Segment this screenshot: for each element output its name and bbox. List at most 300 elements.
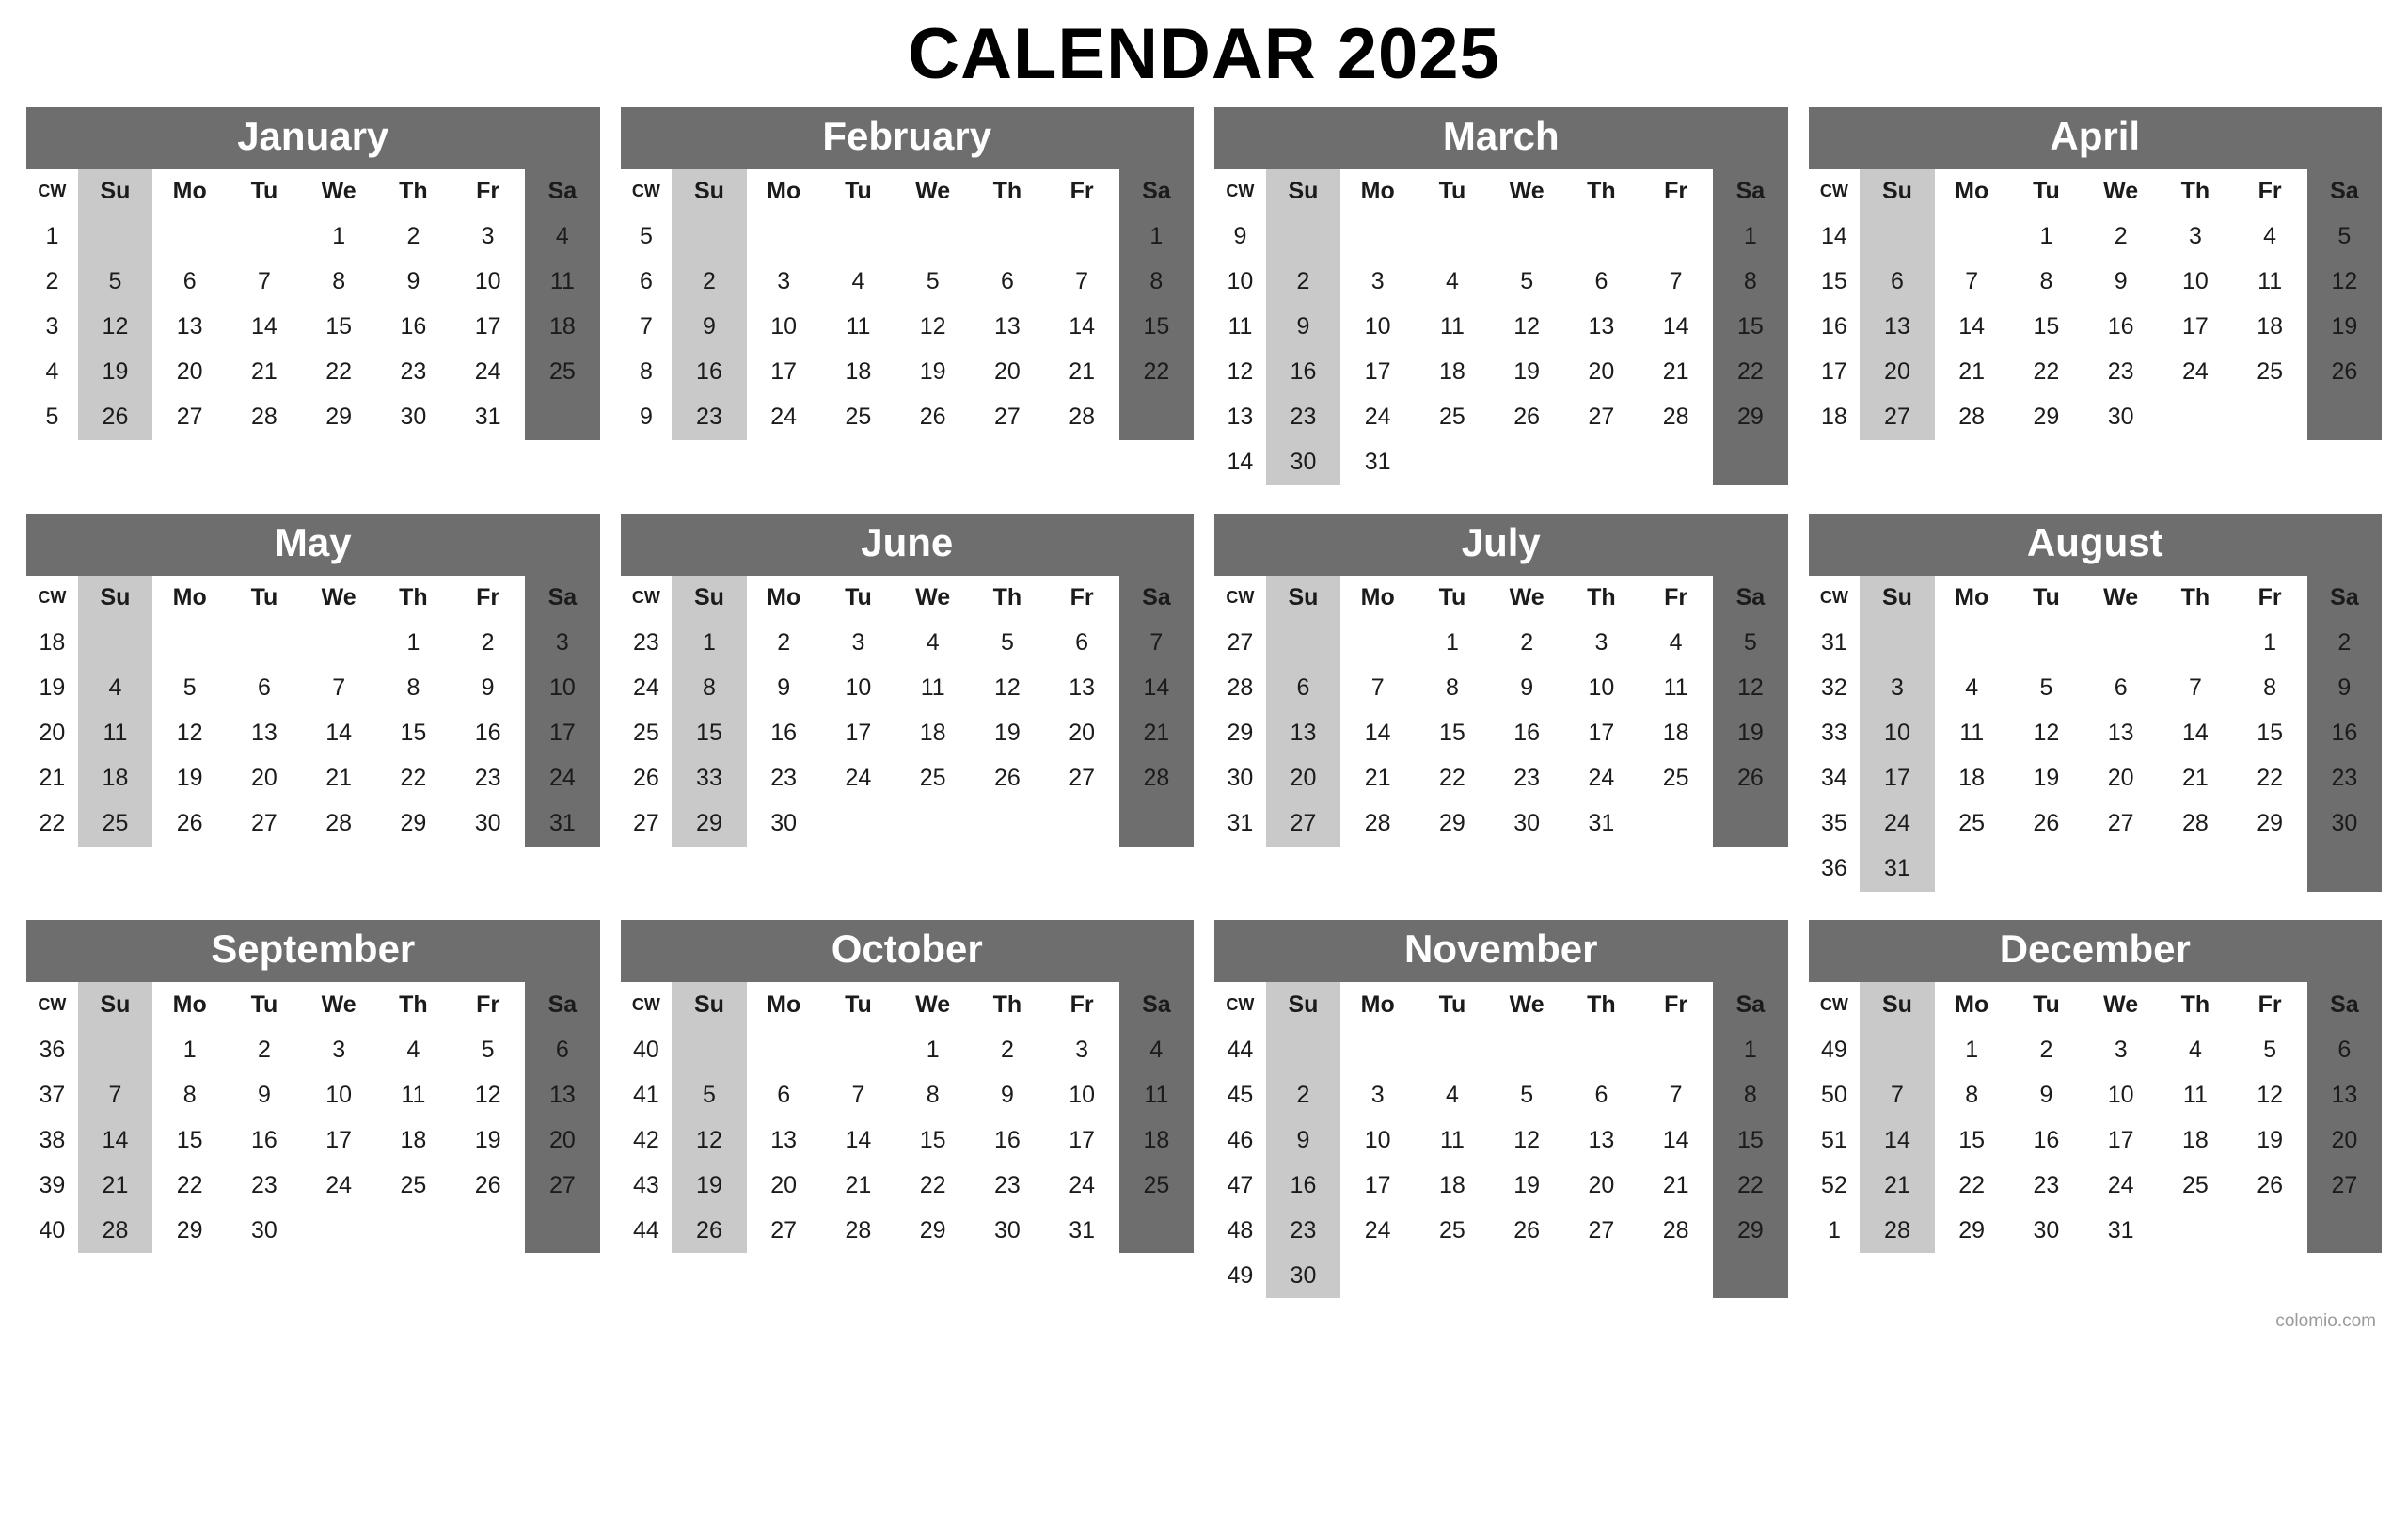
day-cell[interactable]: 14	[325, 720, 353, 747]
day-cell-sunday[interactable]: 15	[672, 711, 746, 756]
day-cell[interactable]: 5	[1520, 268, 1534, 295]
day-cell[interactable]: 2	[2039, 1036, 2053, 1063]
day-cell-sunday[interactable]: 27	[1860, 395, 1934, 440]
day-cell-sunday[interactable]: 25	[78, 801, 152, 847]
day-cell[interactable]: 20	[2107, 765, 2134, 792]
day-cell-saturday[interactable]: 11	[1119, 1072, 1194, 1117]
day-cell[interactable]: 10	[1364, 1126, 1391, 1153]
day-cell-saturday[interactable]	[1119, 801, 1194, 847]
day-cell[interactable]: 4	[1965, 674, 1979, 702]
day-cell-saturday[interactable]: 4	[525, 214, 599, 260]
day-cell[interactable]: 14	[1958, 313, 1986, 341]
day-cell-sunday[interactable]: 26	[78, 395, 152, 440]
day-cell[interactable]: 25	[400, 1171, 427, 1198]
day-cell[interactable]: 27	[770, 1216, 798, 1244]
day-cell[interactable]: 14	[2181, 720, 2209, 747]
day-cell[interactable]	[1935, 621, 2009, 666]
day-cell-saturday[interactable]: 25	[1119, 1163, 1194, 1208]
day-cell[interactable]: 20	[1069, 720, 1096, 747]
day-cell[interactable]: 5	[481, 1036, 495, 1063]
day-cell-saturday[interactable]: 18	[1119, 1117, 1194, 1163]
day-cell[interactable]	[152, 214, 227, 260]
day-cell-sunday[interactable]	[78, 621, 152, 666]
day-cell-sunday[interactable]: 23	[1266, 395, 1340, 440]
day-cell[interactable]: 27	[993, 404, 1021, 431]
day-cell[interactable]: 24	[2181, 358, 2209, 386]
day-cell[interactable]	[2083, 621, 2158, 666]
day-cell-saturday[interactable]: 26	[2307, 350, 2382, 395]
day-cell[interactable]: 16	[1513, 720, 1541, 747]
day-cell-saturday[interactable]: 14	[1119, 666, 1194, 711]
day-cell[interactable]: 12	[2257, 1081, 2284, 1108]
day-cell[interactable]	[2158, 847, 2232, 892]
day-cell[interactable]: 8	[332, 268, 346, 295]
day-cell[interactable]: 24	[474, 358, 501, 386]
day-cell[interactable]: 18	[1662, 720, 1689, 747]
day-cell[interactable]: 1	[332, 223, 346, 250]
day-cell[interactable]	[1045, 801, 1119, 847]
day-cell[interactable]: 5	[1000, 629, 1014, 657]
day-cell[interactable]: 4	[1445, 1081, 1459, 1108]
day-cell[interactable]: 30	[993, 1216, 1021, 1244]
day-cell[interactable]: 10	[2181, 268, 2209, 295]
day-cell[interactable]	[451, 1208, 525, 1253]
day-cell-saturday[interactable]: 5	[2307, 214, 2382, 260]
day-cell[interactable]: 27	[1069, 765, 1096, 792]
day-cell[interactable]: 28	[1364, 810, 1391, 837]
day-cell-sunday[interactable]	[1266, 214, 1340, 260]
day-cell-saturday[interactable]: 13	[525, 1072, 599, 1117]
day-cell-saturday[interactable]: 4	[1119, 1027, 1194, 1072]
day-cell-sunday[interactable]	[1860, 214, 1934, 260]
day-cell[interactable]	[1490, 440, 1564, 485]
day-cell[interactable]: 23	[251, 1171, 277, 1198]
day-cell[interactable]: 1	[2039, 223, 2053, 250]
day-cell[interactable]: 29	[2033, 404, 2060, 431]
day-cell[interactable]: 6	[257, 674, 271, 702]
day-cell[interactable]: 10	[1069, 1081, 1096, 1108]
day-cell-sunday[interactable]: 6	[1266, 666, 1340, 711]
day-cell[interactable]: 28	[251, 404, 277, 431]
day-cell[interactable]: 16	[770, 720, 798, 747]
day-cell[interactable]: 19	[1513, 358, 1541, 386]
day-cell-saturday[interactable]: 22	[1713, 1163, 1787, 1208]
day-cell[interactable]: 14	[1662, 313, 1689, 341]
day-cell[interactable]: 26	[2033, 810, 2060, 837]
day-cell-sunday[interactable]: 14	[78, 1117, 152, 1163]
day-cell[interactable]: 24	[770, 404, 798, 431]
day-cell-sunday[interactable]: 9	[1266, 1117, 1340, 1163]
day-cell[interactable]	[970, 214, 1044, 260]
day-cell[interactable]: 29	[1958, 1216, 1986, 1244]
day-cell[interactable]: 1	[406, 629, 420, 657]
day-cell[interactable]	[747, 1027, 821, 1072]
day-cell[interactable]: 24	[1364, 1216, 1391, 1244]
day-cell[interactable]: 19	[919, 358, 946, 386]
day-cell[interactable]: 26	[2257, 1171, 2284, 1198]
day-cell[interactable]: 1	[2263, 629, 2277, 657]
day-cell-sunday[interactable]: 19	[672, 1163, 746, 1208]
day-cell[interactable]	[1415, 1027, 1489, 1072]
day-cell-sunday[interactable]: 29	[672, 801, 746, 847]
day-cell[interactable]	[1564, 1027, 1639, 1072]
day-cell[interactable]: 17	[770, 358, 798, 386]
day-cell[interactable]: 15	[400, 720, 427, 747]
day-cell[interactable]: 25	[2257, 358, 2284, 386]
day-cell-saturday[interactable]: 22	[1119, 350, 1194, 395]
day-cell-sunday[interactable]: 18	[78, 756, 152, 801]
day-cell[interactable]: 23	[474, 765, 501, 792]
day-cell[interactable]: 30	[2107, 404, 2134, 431]
day-cell-saturday[interactable]	[1713, 1253, 1787, 1298]
day-cell[interactable]: 29	[400, 810, 427, 837]
day-cell[interactable]: 23	[2107, 358, 2134, 386]
day-cell[interactable]: 16	[2033, 1126, 2060, 1153]
day-cell[interactable]	[1639, 214, 1713, 260]
day-cell-sunday[interactable]: 17	[1860, 756, 1934, 801]
day-cell-saturday[interactable]: 19	[2307, 305, 2382, 350]
day-cell[interactable]: 29	[1439, 810, 1465, 837]
day-cell[interactable]: 12	[1513, 313, 1541, 341]
day-cell[interactable]: 2	[2114, 223, 2128, 250]
day-cell-sunday[interactable]: 20	[1860, 350, 1934, 395]
day-cell[interactable]: 21	[2181, 765, 2209, 792]
day-cell[interactable]: 28	[1069, 404, 1096, 431]
day-cell[interactable]: 9	[777, 674, 791, 702]
day-cell[interactable]: 21	[1958, 358, 1986, 386]
day-cell-saturday[interactable]	[2307, 847, 2382, 892]
day-cell[interactable]: 13	[176, 313, 203, 341]
day-cell[interactable]: 15	[176, 1126, 203, 1153]
day-cell-sunday[interactable]: 2	[1266, 260, 1340, 305]
day-cell-saturday[interactable]: 17	[525, 711, 599, 756]
day-cell[interactable]: 25	[1439, 1216, 1465, 1244]
day-cell-saturday[interactable]: 7	[1119, 621, 1194, 666]
day-cell[interactable]	[1415, 440, 1489, 485]
day-cell-saturday[interactable]: 21	[1119, 711, 1194, 756]
day-cell[interactable]: 15	[1958, 1126, 1986, 1153]
day-cell[interactable]: 25	[1662, 765, 1689, 792]
day-cell[interactable]: 19	[1513, 1171, 1541, 1198]
day-cell-sunday[interactable]: 26	[672, 1208, 746, 1253]
day-cell[interactable]	[1639, 1027, 1713, 1072]
day-cell[interactable]: 4	[1669, 629, 1683, 657]
day-cell-sunday[interactable]	[672, 214, 746, 260]
day-cell-saturday[interactable]: 23	[2307, 756, 2382, 801]
day-cell[interactable]: 20	[1588, 358, 1615, 386]
day-cell[interactable]	[747, 214, 821, 260]
day-cell[interactable]: 12	[474, 1081, 501, 1108]
day-cell-sunday[interactable]: 3	[1860, 666, 1934, 711]
day-cell-sunday[interactable]	[672, 1027, 746, 1072]
day-cell-saturday[interactable]	[1713, 440, 1787, 485]
day-cell[interactable]: 16	[251, 1126, 277, 1153]
day-cell[interactable]: 7	[257, 268, 271, 295]
day-cell[interactable]: 22	[2033, 358, 2060, 386]
day-cell[interactable]: 2	[257, 1036, 271, 1063]
day-cell[interactable]: 9	[257, 1081, 271, 1108]
day-cell[interactable]	[1490, 214, 1564, 260]
day-cell[interactable]	[1340, 621, 1415, 666]
day-cell[interactable]: 6	[1594, 1081, 1608, 1108]
day-cell[interactable]	[152, 621, 227, 666]
day-cell[interactable]: 15	[919, 1126, 946, 1153]
day-cell-sunday[interactable]: 20	[1266, 756, 1340, 801]
day-cell-sunday[interactable]: 6	[1860, 260, 1934, 305]
day-cell[interactable]: 8	[926, 1081, 940, 1108]
day-cell[interactable]: 12	[1513, 1126, 1541, 1153]
day-cell[interactable]: 7	[1669, 1081, 1683, 1108]
day-cell[interactable]: 21	[251, 358, 277, 386]
day-cell[interactable]: 28	[325, 810, 353, 837]
day-cell-saturday[interactable]: 2	[2307, 621, 2382, 666]
day-cell-saturday[interactable]: 29	[1713, 1208, 1787, 1253]
day-cell-saturday[interactable]	[2307, 1208, 2382, 1253]
day-cell[interactable]	[2233, 1208, 2307, 1253]
day-cell-saturday[interactable]: 19	[1713, 711, 1787, 756]
day-cell-saturday[interactable]: 8	[1713, 1072, 1787, 1117]
day-cell[interactable]: 2	[481, 629, 495, 657]
day-cell[interactable]: 26	[1513, 404, 1541, 431]
day-cell-sunday[interactable]: 16	[1266, 350, 1340, 395]
day-cell[interactable]: 26	[474, 1171, 501, 1198]
day-cell-sunday[interactable]: 2	[1266, 1072, 1340, 1117]
day-cell-sunday[interactable]: 1	[672, 621, 746, 666]
day-cell[interactable]: 16	[400, 313, 427, 341]
day-cell[interactable]: 9	[1520, 674, 1534, 702]
day-cell[interactable]: 23	[400, 358, 427, 386]
day-cell[interactable]	[1639, 440, 1713, 485]
day-cell[interactable]: 29	[2257, 810, 2284, 837]
day-cell[interactable]: 31	[1069, 1216, 1096, 1244]
day-cell[interactable]: 26	[176, 810, 203, 837]
day-cell[interactable]: 31	[1364, 449, 1391, 476]
day-cell[interactable]: 10	[1588, 674, 1615, 702]
day-cell-saturday[interactable]: 16	[2307, 711, 2382, 756]
day-cell[interactable]: 17	[1364, 358, 1391, 386]
day-cell-sunday[interactable]	[1266, 621, 1340, 666]
day-cell-saturday[interactable]: 20	[2307, 1117, 2382, 1163]
day-cell[interactable]	[895, 214, 970, 260]
day-cell[interactable]	[1564, 1253, 1639, 1298]
day-cell[interactable]	[1639, 801, 1713, 847]
day-cell-saturday[interactable]	[525, 395, 599, 440]
day-cell[interactable]: 3	[1370, 268, 1385, 295]
day-cell[interactable]: 10	[770, 313, 798, 341]
day-cell[interactable]: 5	[2263, 1036, 2277, 1063]
day-cell-sunday[interactable]: 9	[672, 305, 746, 350]
day-cell-saturday[interactable]: 8	[1713, 260, 1787, 305]
day-cell[interactable]: 18	[845, 358, 872, 386]
day-cell-sunday[interactable]: 23	[672, 395, 746, 440]
day-cell[interactable]: 2	[1000, 1036, 1014, 1063]
day-cell-saturday[interactable]: 1	[1713, 214, 1787, 260]
day-cell[interactable]: 30	[400, 404, 427, 431]
day-cell[interactable]: 6	[182, 268, 197, 295]
day-cell[interactable]: 19	[2257, 1126, 2284, 1153]
day-cell[interactable]	[227, 214, 301, 260]
day-cell-saturday[interactable]: 8	[1119, 260, 1194, 305]
day-cell[interactable]: 11	[401, 1081, 426, 1108]
day-cell[interactable]: 17	[1069, 1126, 1096, 1153]
day-cell[interactable]	[1340, 214, 1415, 260]
day-cell[interactable]: 18	[1439, 358, 1465, 386]
day-cell-sunday[interactable]: 5	[672, 1072, 746, 1117]
day-cell-sunday[interactable]: 4	[78, 666, 152, 711]
day-cell[interactable]: 11	[920, 674, 945, 702]
day-cell[interactable]: 21	[1662, 1171, 1689, 1198]
day-cell[interactable]: 24	[325, 1171, 353, 1198]
day-cell-sunday[interactable]: 8	[672, 666, 746, 711]
day-cell-sunday[interactable]	[1860, 621, 1934, 666]
day-cell[interactable]: 7	[1965, 268, 1979, 295]
day-cell[interactable]: 8	[2039, 268, 2053, 295]
day-cell-sunday[interactable]: 11	[78, 711, 152, 756]
day-cell[interactable]: 22	[1958, 1171, 1986, 1198]
day-cell[interactable]: 13	[1069, 674, 1096, 702]
day-cell-saturday[interactable]: 22	[1713, 350, 1787, 395]
day-cell[interactable]: 22	[919, 1171, 946, 1198]
day-cell-saturday[interactable]: 12	[1713, 666, 1787, 711]
day-cell[interactable]: 18	[1958, 765, 1986, 792]
day-cell[interactable]: 1	[182, 1036, 197, 1063]
day-cell[interactable]: 24	[2107, 1171, 2134, 1198]
day-cell[interactable]: 13	[993, 313, 1021, 341]
day-cell-sunday[interactable]	[78, 1027, 152, 1072]
day-cell-sunday[interactable]: 21	[1860, 1163, 1934, 1208]
day-cell[interactable]: 10	[325, 1081, 353, 1108]
day-cell[interactable]: 11	[846, 313, 871, 341]
day-cell[interactable]: 23	[993, 1171, 1021, 1198]
day-cell[interactable]: 3	[851, 629, 865, 657]
day-cell[interactable]	[821, 214, 895, 260]
day-cell[interactable]	[1564, 214, 1639, 260]
day-cell[interactable]: 27	[1588, 404, 1615, 431]
day-cell[interactable]: 12	[2033, 720, 2060, 747]
day-cell[interactable]: 4	[406, 1036, 420, 1063]
day-cell-saturday[interactable]: 26	[1713, 756, 1787, 801]
day-cell[interactable]: 13	[1588, 313, 1615, 341]
day-cell[interactable]	[1045, 214, 1119, 260]
day-cell[interactable]: 16	[993, 1126, 1021, 1153]
day-cell[interactable]: 16	[474, 720, 501, 747]
day-cell[interactable]	[2233, 395, 2307, 440]
day-cell[interactable]: 22	[400, 765, 427, 792]
day-cell[interactable]: 3	[777, 268, 791, 295]
day-cell[interactable]: 8	[2263, 674, 2277, 702]
day-cell[interactable]: 12	[919, 313, 946, 341]
day-cell[interactable]: 11	[1439, 313, 1465, 341]
day-cell-sunday[interactable]	[1860, 1027, 1934, 1072]
day-cell[interactable]: 11	[2258, 268, 2283, 295]
day-cell[interactable]: 9	[1000, 1081, 1014, 1108]
day-cell[interactable]: 18	[400, 1126, 427, 1153]
day-cell[interactable]: 29	[919, 1216, 946, 1244]
day-cell-saturday[interactable]: 28	[1119, 756, 1194, 801]
day-cell[interactable]: 20	[993, 358, 1021, 386]
day-cell[interactable]: 17	[1364, 1171, 1391, 1198]
day-cell-saturday[interactable]: 5	[1713, 621, 1787, 666]
day-cell[interactable]: 6	[777, 1081, 791, 1108]
day-cell[interactable]: 14	[1662, 1126, 1689, 1153]
day-cell[interactable]: 20	[176, 358, 203, 386]
day-cell-sunday[interactable]: 12	[78, 305, 152, 350]
day-cell[interactable]: 22	[325, 358, 353, 386]
day-cell[interactable]: 17	[1588, 720, 1615, 747]
day-cell[interactable]: 5	[182, 674, 197, 702]
day-cell[interactable]: 21	[1069, 358, 1096, 386]
day-cell[interactable]: 11	[1959, 720, 1985, 747]
day-cell[interactable]: 8	[1965, 1081, 1979, 1108]
day-cell[interactable]: 7	[332, 674, 346, 702]
day-cell[interactable]	[2009, 847, 2083, 892]
day-cell[interactable]: 22	[1439, 765, 1465, 792]
day-cell[interactable]: 24	[1364, 404, 1391, 431]
day-cell[interactable]: 4	[851, 268, 865, 295]
day-cell[interactable]: 13	[770, 1126, 798, 1153]
day-cell[interactable]: 1	[1965, 1036, 1979, 1063]
day-cell-saturday[interactable]: 27	[525, 1163, 599, 1208]
day-cell-saturday[interactable]: 1	[1119, 214, 1194, 260]
day-cell[interactable]: 10	[2107, 1081, 2134, 1108]
day-cell[interactable]: 9	[481, 674, 495, 702]
day-cell-sunday[interactable]: 33	[672, 756, 746, 801]
day-cell[interactable]: 25	[1439, 404, 1465, 431]
day-cell[interactable]: 23	[770, 765, 798, 792]
day-cell-sunday[interactable]: 13	[1266, 711, 1340, 756]
day-cell[interactable]: 8	[406, 674, 420, 702]
day-cell[interactable]: 7	[1669, 268, 1683, 295]
day-cell-saturday[interactable]: 6	[2307, 1027, 2382, 1072]
day-cell-saturday[interactable]: 15	[1119, 305, 1194, 350]
day-cell[interactable]: 14	[1069, 313, 1096, 341]
day-cell[interactable]: 21	[1364, 765, 1391, 792]
day-cell-saturday[interactable]	[2307, 395, 2382, 440]
day-cell[interactable]: 22	[176, 1171, 203, 1198]
day-cell[interactable]: 30	[251, 1216, 277, 1244]
day-cell[interactable]	[1564, 440, 1639, 485]
day-cell[interactable]: 11	[1663, 674, 1688, 702]
day-cell-sunday[interactable]: 7	[78, 1072, 152, 1117]
day-cell-saturday[interactable]: 10	[525, 666, 599, 711]
day-cell-sunday[interactable]: 7	[1860, 1072, 1934, 1117]
day-cell[interactable]: 6	[1594, 268, 1608, 295]
day-cell[interactable]: 17	[845, 720, 872, 747]
day-cell[interactable]: 3	[2188, 223, 2202, 250]
day-cell[interactable]: 3	[481, 223, 495, 250]
day-cell-sunday[interactable]	[1266, 1027, 1340, 1072]
day-cell[interactable]: 2	[777, 629, 791, 657]
day-cell[interactable]: 3	[2114, 1036, 2128, 1063]
day-cell[interactable]: 21	[1662, 358, 1689, 386]
day-cell[interactable]	[1639, 1253, 1713, 1298]
day-cell[interactable]	[821, 801, 895, 847]
day-cell[interactable]: 9	[2039, 1081, 2053, 1108]
day-cell[interactable]: 8	[182, 1081, 197, 1108]
day-cell[interactable]: 3	[1594, 629, 1608, 657]
day-cell[interactable]	[302, 621, 376, 666]
day-cell[interactable]	[1935, 214, 2009, 260]
day-cell[interactable]: 3	[1075, 1036, 1089, 1063]
day-cell[interactable]	[821, 1027, 895, 1072]
day-cell[interactable]: 23	[2033, 1171, 2060, 1198]
day-cell-sunday[interactable]: 30	[1266, 440, 1340, 485]
day-cell[interactable]: 19	[176, 765, 203, 792]
day-cell-sunday[interactable]: 9	[1266, 305, 1340, 350]
day-cell-saturday[interactable]: 11	[525, 260, 599, 305]
day-cell-saturday[interactable]: 15	[1713, 1117, 1787, 1163]
day-cell[interactable]	[1935, 847, 2009, 892]
